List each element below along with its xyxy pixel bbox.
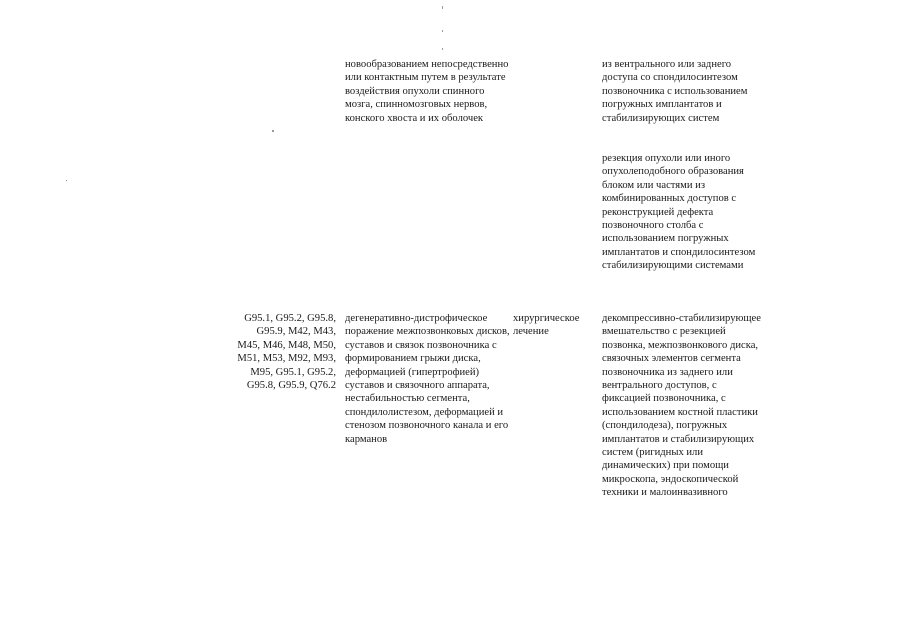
- scan-speck: [442, 6, 443, 9]
- treatment-type-cell: хирургическое лечение: [513, 313, 580, 338]
- icd-codes-cell: G95.1, G95.2, G95.8, G95.9, M42, M43, M45, M46, M48, M50, M51, M53, M92, M93, M95, G95.1, G95.2, G95.8, G95.9, Q76.2: [237, 313, 336, 392]
- scan-speck: [272, 130, 274, 132]
- scan-speck: [442, 48, 443, 50]
- continued-method-text: из вентрального или заднего доступа со спондилосинтезом позвоночника с использованием погружных имплантатов и стабилизирующих систем: [602, 59, 748, 124]
- continued-diagnosis-text: новообразованием непосредственно или контактным путем в результате воздействия опухоли спинного мозга, спинномозговых нервов, конского хвоста и их оболочек: [345, 59, 509, 124]
- continued-method-text-2: резекция опухоли или иного опухолеподобного образования блоком или частями из комбинированных доступов с реконструкцией дефекта позвоночного столба с использованием погружных имплантатов и спондилосинтезом стабилизирующими системами: [602, 153, 756, 272]
- scan-speck: [66, 180, 67, 181]
- scan-speck: [442, 30, 443, 32]
- diagnosis-cell: дегенеративно-дистрофическое поражение межпозвонковых дисков, суставов и связок позвоночника с формированием грыжи диска, деформацией (гипертрофией) суставов и связочного аппарата, нестабильностью сегмента, спондилолистезом, деформацией и стенозом позвоночного канала и его карманов: [345, 313, 510, 445]
- treatment-method-cell: декомпрессивно-стабилизирующее вмешательство с резекцией позвонка, межпозвонкового диска, связочных элементов сегмента позвоночника из заднего или вентрального доступов, с фиксацией позвоночника, с использованием костной пластики (спондилодеза), погружных имплантатов и стабилизирующих систем (ригидных или динамических) при помощи микроскопа, эндоскопической техники и малоинвазивного: [602, 313, 761, 499]
